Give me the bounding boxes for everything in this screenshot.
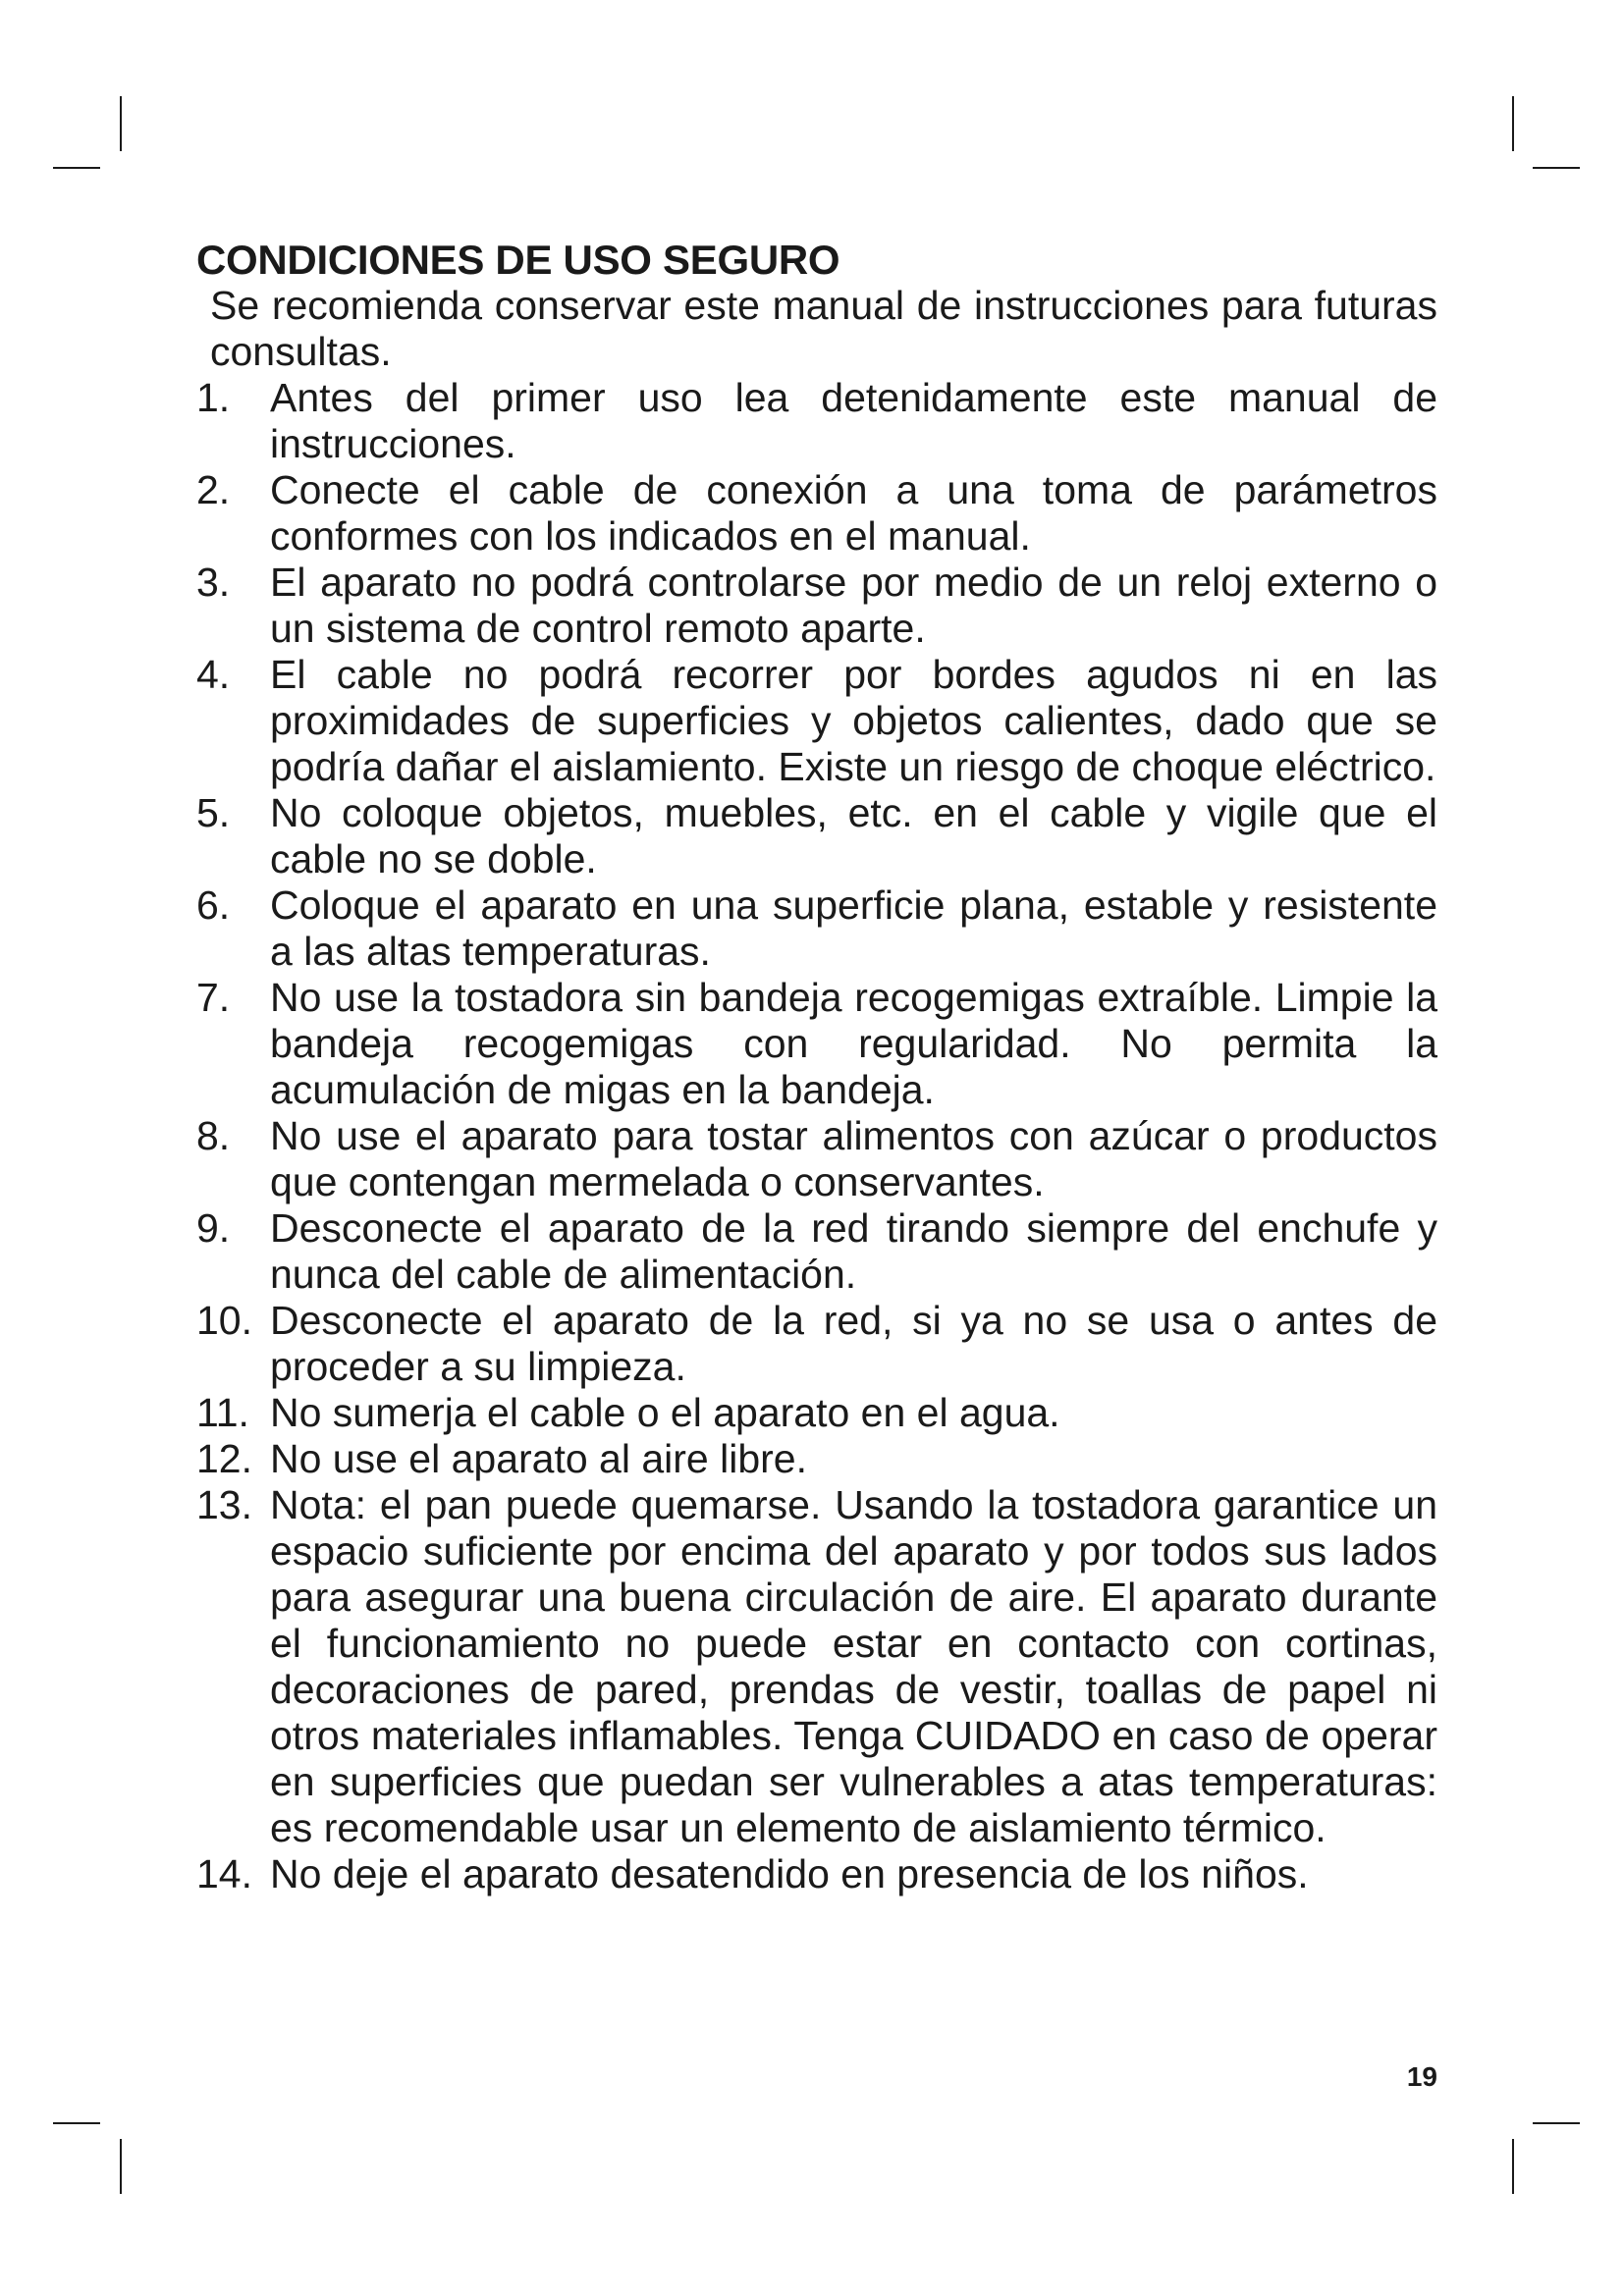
crop-mark-top-left-horizontal: [53, 167, 100, 169]
list-item-number: 7.: [196, 975, 231, 1020]
list-item-number: 11.: [196, 1390, 249, 1435]
list-item-number: 1.: [196, 375, 231, 420]
crop-mark-bottom-right-horizontal: [1533, 2122, 1580, 2124]
list-item: [196, 882, 1437, 975]
crop-mark-bottom-left-vertical: [120, 2139, 122, 2194]
list-item-number: 4.: [196, 652, 231, 697]
list-item: [196, 1436, 1437, 1482]
list-item-text: El aparato no podrá controlarse por medio de un reloj externo o un sistema de control remoto aparte.: [270, 560, 1437, 651]
list-item: [196, 975, 1437, 1113]
document-content: [196, 238, 1437, 1897]
page-number: 19: [1406, 2061, 1437, 2092]
intro-paragraph: Se recomienda conservar este manual de instrucciones para futuras consultas.: [210, 283, 1437, 374]
crop-mark-top-left-vertical: [120, 96, 122, 151]
safety-list: [196, 375, 1437, 1897]
crop-mark-top-right-horizontal: [1533, 167, 1580, 169]
list-item-text: No use el aparato para tostar alimentos con azúcar o productos que contengan mermelada o conservantes.: [270, 1113, 1437, 1204]
list-item: [196, 467, 1437, 560]
list-item-number: 3.: [196, 560, 231, 605]
list-item: [196, 1482, 1437, 1851]
list-item-number: 5.: [196, 790, 231, 835]
list-item: [196, 1390, 1437, 1436]
list-item-text: No sumerja el cable o el aparato en el agua.: [270, 1390, 1060, 1435]
crop-mark-bottom-right-vertical: [1512, 2139, 1514, 2194]
list-item-text: No use la tostadora sin bandeja recogemigas extraíble. Limpie la bandeja recogemigas con regularidad. No permita la acumulación de migas en la bandeja.: [270, 975, 1437, 1112]
list-item-text: Antes del primer uso lea detenidamente este manual de instrucciones.: [270, 375, 1437, 466]
list-item-text: Desconecte el aparato de la red tirando siempre del enchufe y nunca del cable de alimentación.: [270, 1205, 1437, 1297]
list-item: [196, 790, 1437, 882]
list-item: [196, 1298, 1437, 1390]
list-item-text: Coloque el aparato en una superficie plana, estable y resistente a las altas temperaturas.: [270, 882, 1437, 974]
list-item-text: Nota: el pan puede quemarse. Usando la tostadora garantice un espacio suficiente por encima del aparato y por todos sus lados para asegurar una buena circulación de aire. El aparato durante el funcionamiento no puede estar en contacto con cortinas, decoraciones de pared, prendas de vestir, toallas de papel ni otros materiales inflamables. Tenga CUIDADO en caso de operar en superficies que puedan ser vulnerables a atas temperaturas: es recomendable usar un elemento de aislamiento térmico.: [270, 1482, 1437, 1850]
list-item-number: 2.: [196, 467, 231, 512]
list-item-text: Desconecte el aparato de la red, si ya no se usa o antes de proceder a su limpieza.: [270, 1298, 1437, 1389]
crop-mark-top-right-vertical: [1512, 96, 1514, 151]
list-item-text: No deje el aparato desatendido en presencia de los niños.: [270, 1851, 1309, 1896]
list-item-text: Conecte el cable de conexión a una toma de parámetros conformes con los indicados en el manual.: [270, 467, 1437, 559]
list-item-number: 6.: [196, 882, 231, 928]
list-item: [196, 652, 1437, 790]
list-item-text: El cable no podrá recorrer por bordes agudos ni en las proximidades de superficies y objetos calientes, dado que se podría dañar el aislamiento. Existe un riesgo de choque eléctrico.: [270, 652, 1437, 789]
list-item-number: 14.: [196, 1851, 252, 1896]
list-item: [196, 1113, 1437, 1205]
list-item-number: 13.: [196, 1482, 252, 1527]
list-item-number: 10.: [196, 1298, 252, 1343]
crop-mark-bottom-left-horizontal: [53, 2122, 100, 2124]
list-item: [196, 375, 1437, 467]
list-item-text: No use el aparato al aire libre.: [270, 1436, 807, 1481]
section-title: CONDICIONES DE USO SEGURO: [196, 237, 840, 283]
list-item-number: 8.: [196, 1113, 231, 1158]
list-item-number: 9.: [196, 1205, 231, 1251]
list-item-text: No coloque objetos, muebles, etc. en el cable y vigile que el cable no se doble.: [270, 790, 1437, 881]
list-item: [196, 560, 1437, 652]
list-item-number: 12.: [196, 1436, 252, 1481]
list-item: [196, 1851, 1437, 1897]
list-item: [196, 1205, 1437, 1298]
